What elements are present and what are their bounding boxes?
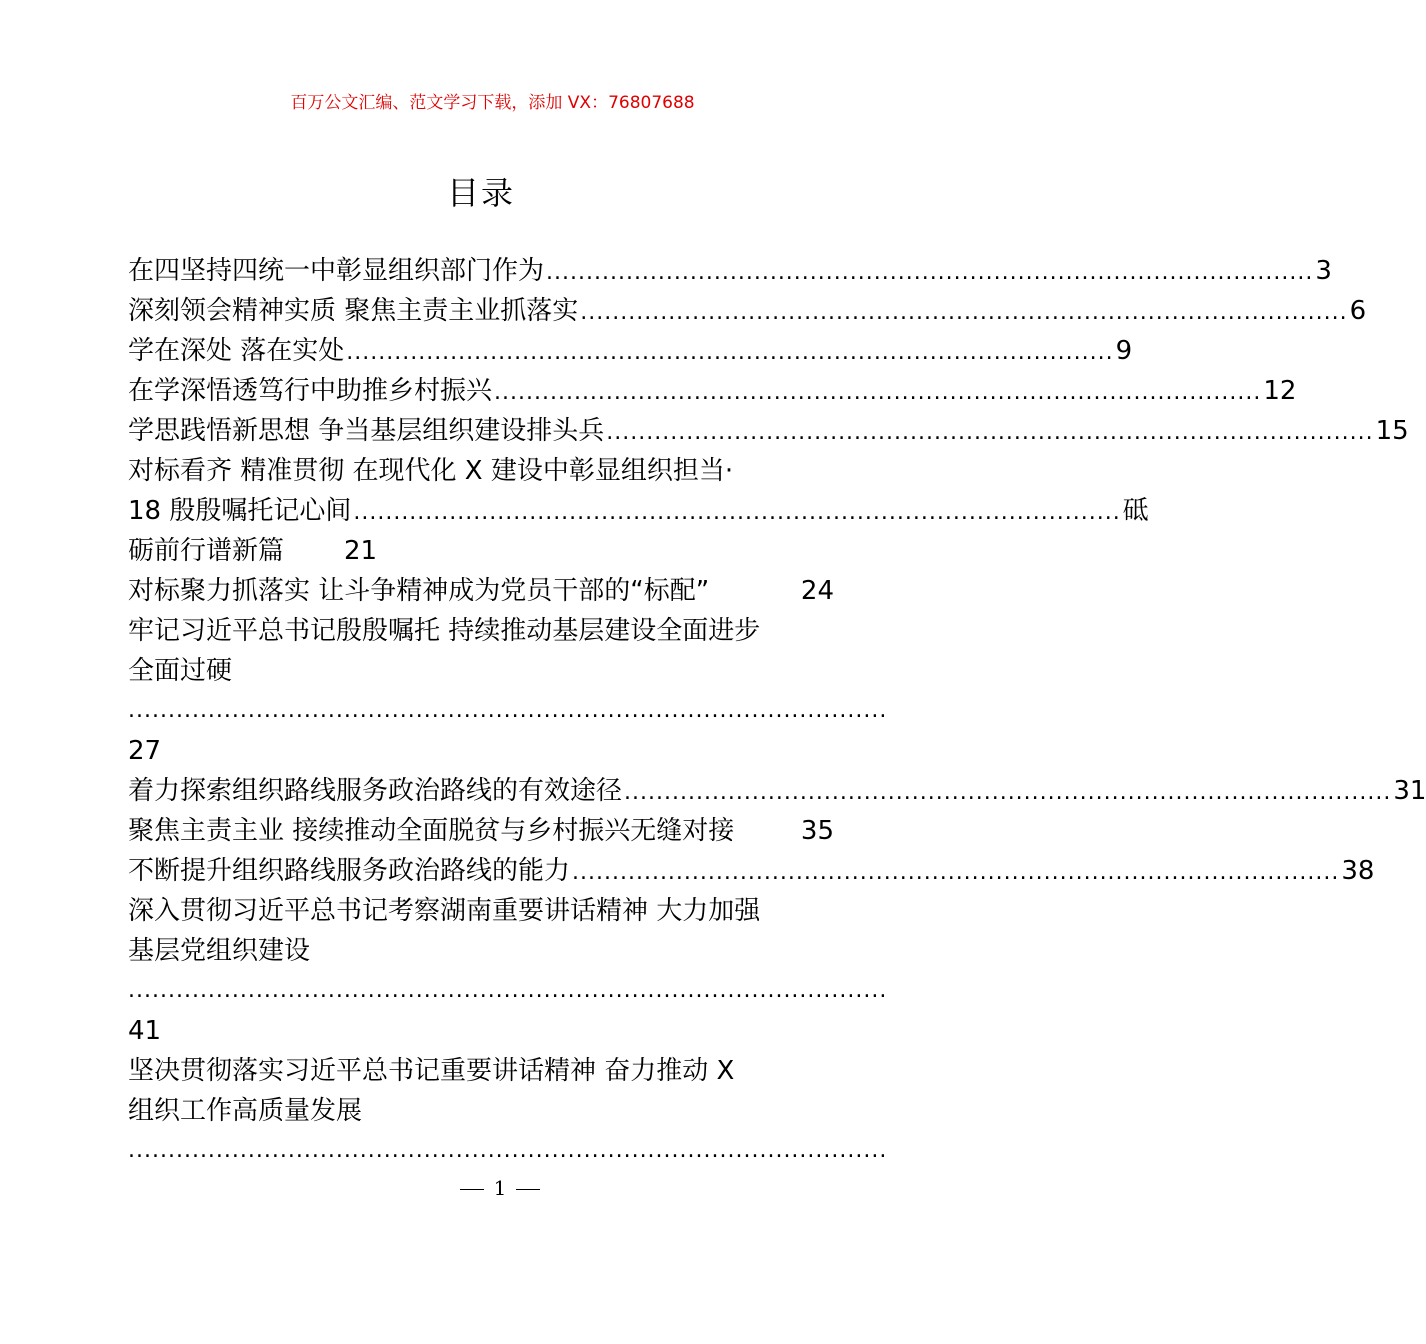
toc-entry xyxy=(128,331,1133,371)
toc-entry-page: 12 xyxy=(1263,376,1297,406)
toc-entry-page: 35 xyxy=(800,816,834,846)
toc-entry-title: 深刻领会精神实质 聚焦主责主业抓落实 xyxy=(128,296,579,326)
toc-entry xyxy=(128,451,834,491)
dot-leader: ................................................................................................ xyxy=(353,500,1121,525)
toc-entry-page: 9 xyxy=(1115,336,1133,366)
dot-leader: ............................................................................................... xyxy=(128,1138,888,1163)
toc-entry-page: 21 xyxy=(344,536,378,566)
toc-entry-title: 聚焦主责主业 接续推动全面脱贫与乡村振兴无缝对接 xyxy=(128,816,735,846)
toc-entry xyxy=(128,371,1297,411)
page-number: 1 xyxy=(493,1176,507,1200)
toc-entry-title: 不断提升组织路线服务政治路线的能力 xyxy=(128,856,571,886)
toc-entry xyxy=(128,491,1149,531)
toc-entry-title: 着力探索组织路线服务政治路线的有效途径 xyxy=(128,776,623,806)
toc-entry xyxy=(128,571,834,611)
toc-entry xyxy=(128,931,834,971)
toc-entry-page: 31 xyxy=(1393,776,1426,806)
toc-entry-title: 对标聚力抓落实 让斗争精神成为党员干部的“标配” xyxy=(128,576,710,606)
toc-entry-title: 组织工作高质量发展 xyxy=(128,1096,363,1126)
toc-entry-title: 学思践悟新思想 争当基层组织建设排头兵 xyxy=(128,416,605,446)
dot-leader: ............................................................................................... xyxy=(128,698,888,723)
table-of-contents xyxy=(128,251,1426,1171)
toc-entry-page: 27 xyxy=(128,736,162,766)
toc-entry xyxy=(128,251,1332,291)
toc-entry-title: 对标看齐 精准贯彻 在现代化 X 建设中彰显组织担当· xyxy=(128,456,734,486)
toc-entry xyxy=(128,531,834,571)
toc-entry xyxy=(128,891,834,931)
toc-entry-page: 15 xyxy=(1375,416,1409,446)
dot-leader: ................................................................................................ xyxy=(572,860,1340,885)
toc-entry-title: 学在深处 落在实处 xyxy=(128,336,345,366)
dot-leader: ................................................................................................ xyxy=(346,340,1114,365)
toc-entry-title: 在四坚持四统一中彰显组织部门作为 xyxy=(128,256,545,286)
toc-entry-title: 坚决贯彻落实习近平总书记重要讲话精神 奋力推动 X xyxy=(128,1056,735,1086)
dot-leader: ................................................................................................ xyxy=(494,380,1262,405)
dot-leader: ................................................................................................ xyxy=(606,420,1374,445)
toc-entry-title: 深入贯彻习近平总书记考察湖南重要讲话精神 大力加强 xyxy=(128,896,761,926)
toc-entry-page: 6 xyxy=(1349,296,1367,326)
footer-dash-right xyxy=(516,1189,540,1190)
header-note: 百万公文汇编、范文学习下载，添加 VX：76807688 xyxy=(290,93,695,113)
toc-entry-title: 在学深悟透笃行中助推乡村振兴 xyxy=(128,376,493,406)
toc-entry xyxy=(128,731,834,771)
dot-leader: ............................................................................................... xyxy=(128,978,888,1003)
toc-entry-page: 3 xyxy=(1315,256,1332,286)
toc-entry xyxy=(128,1091,834,1131)
footer-dash-left xyxy=(460,1189,484,1190)
page-title: 目录 xyxy=(446,174,515,212)
toc-entry xyxy=(128,811,834,851)
dot-leader: ................................................................................................ xyxy=(624,780,1392,805)
toc-entry-title: 全面过硬 xyxy=(128,656,233,686)
toc-entry-title: 18 殷殷嘱托记心间 xyxy=(128,496,352,526)
toc-entry-page: 24 xyxy=(800,576,834,606)
toc-entry xyxy=(128,651,834,691)
toc-entry-continuation: 砥 xyxy=(1122,496,1149,526)
toc-entry-title: 基层党组织建设 xyxy=(128,936,311,966)
toc-entry xyxy=(128,291,1367,331)
page-footer xyxy=(0,1176,1000,1200)
toc-entry-page: 41 xyxy=(128,1016,162,1046)
toc-entry-title: 牢记习近平总书记殷殷嘱托 持续推动基层建设全面进步 xyxy=(128,616,761,646)
toc-entry xyxy=(128,851,1375,891)
toc-entry xyxy=(128,411,1409,451)
dot-leader: ................................................................................................ xyxy=(546,260,1314,285)
toc-entry xyxy=(128,611,834,651)
toc-entry xyxy=(128,1011,834,1051)
toc-entry-title: 砺前行谱新篇 xyxy=(128,536,285,566)
toc-entry xyxy=(128,771,1426,811)
toc-entry-page: 38 xyxy=(1341,856,1375,886)
toc-entry xyxy=(128,1051,834,1091)
dot-leader: ................................................................................................ xyxy=(580,300,1348,325)
